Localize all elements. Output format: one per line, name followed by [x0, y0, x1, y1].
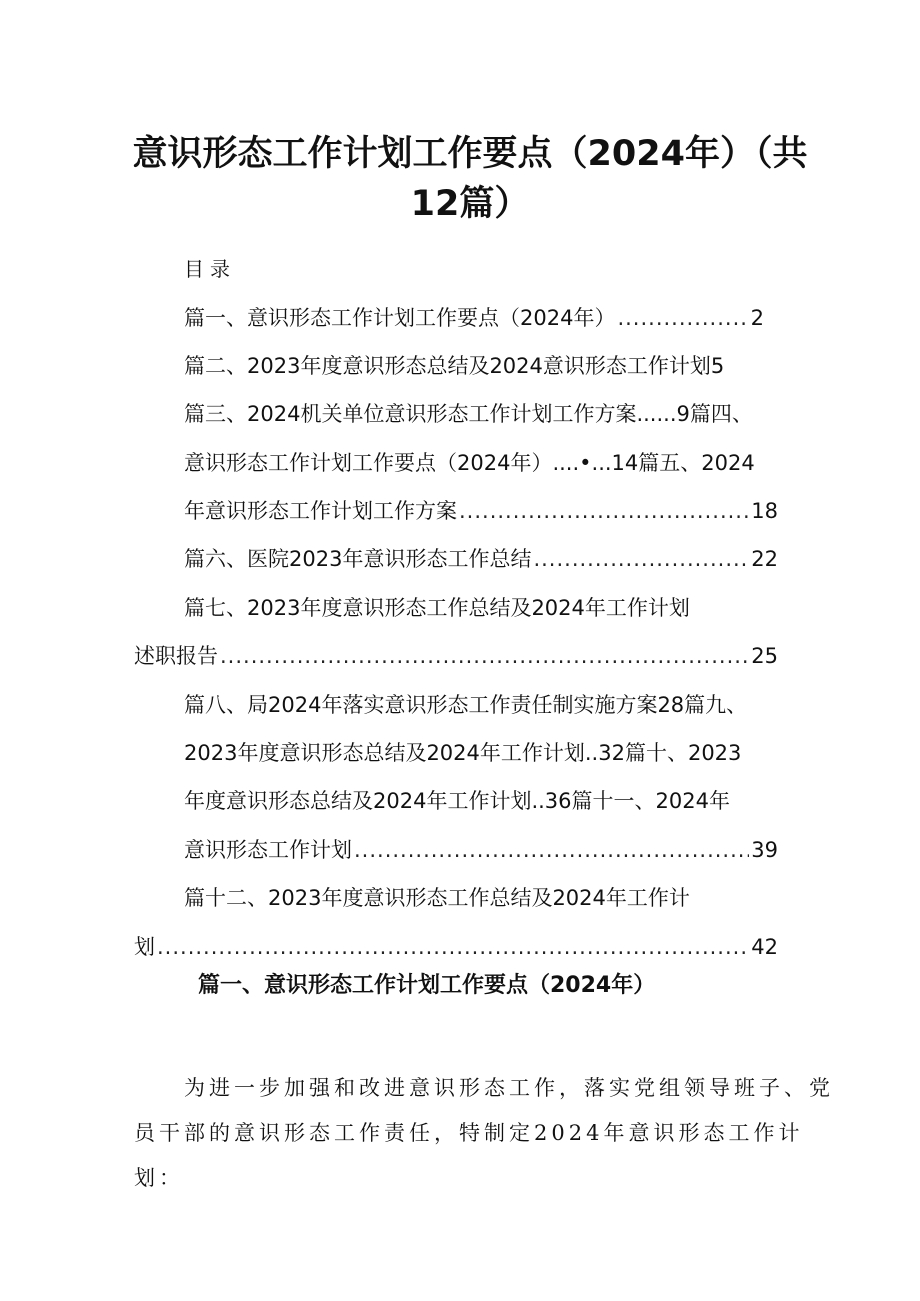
body-paragraph-line-1: 为进一步加强和改进意识形态工作，落实党组领导班子、党	[184, 1076, 834, 1100]
toc-entry-5[interactable]	[184, 496, 778, 526]
toc-entry-text: 年意识形态工作计划工作方案	[184, 499, 457, 523]
body-paragraph-line-3: 划：	[134, 1166, 184, 1190]
toc-entry-10[interactable]: 2023年度意识形态总结及2024年工作计划..32篇十、2023	[184, 741, 742, 765]
toc-entry-text: 篇六、医院2023年意识形态工作总结	[184, 547, 532, 571]
toc-entry-3[interactable]: 篇三、2024机关单位意识形态工作计划工作方案......9篇四、	[184, 402, 753, 426]
toc-entry-4[interactable]: 意识形态工作计划工作要点（2024年）....•...14篇五、2024	[184, 451, 755, 475]
toc-leader-dots	[354, 835, 749, 865]
toc-entry-14[interactable]	[134, 932, 778, 962]
toc-entry-page: 42	[751, 935, 778, 959]
toc-leader-dots	[157, 932, 749, 962]
toc-entry-6[interactable]	[184, 544, 778, 574]
toc-entry-text: 划	[134, 935, 155, 959]
document-title-line-2: 12篇）	[410, 184, 530, 224]
toc-entry-page: 2	[750, 306, 764, 330]
toc-entry-11[interactable]: 年度意识形态总结及2024年工作计划..36篇十一、2024年	[184, 789, 730, 813]
toc-entry-1[interactable]	[184, 303, 764, 333]
toc-entry-9[interactable]: 篇八、局2024年落实意识形态工作责任制实施方案28篇九、	[184, 693, 748, 717]
toc-leader-dots	[617, 303, 748, 333]
section-title: 篇一、意识形态工作计划工作要点（2024年）	[198, 973, 656, 998]
document-title-line-1: 意识形态工作计划工作要点（2024年）（共	[132, 134, 808, 174]
toc-entry-12[interactable]	[184, 835, 778, 865]
toc-leader-dots	[533, 544, 749, 574]
toc-entry-7[interactable]: 篇七、2023年度意识形态工作总结及2024年工作计划	[184, 596, 690, 620]
toc-heading: 目录	[184, 257, 236, 281]
toc-entry-13[interactable]: 篇十二、2023年度意识形态工作总结及2024年工作计	[184, 886, 690, 910]
toc-leader-dots	[459, 496, 749, 526]
toc-entry-text: 述职报告	[134, 644, 218, 668]
toc-entry-text: 篇一、意识形态工作计划工作要点（2024年）	[184, 306, 616, 330]
toc-entry-2[interactable]: 篇二、2023年度意识形态总结及2024意识形态工作计划5	[184, 354, 725, 378]
toc-entry-page: 39	[751, 838, 778, 862]
toc-entry-8[interactable]	[134, 641, 778, 671]
toc-entry-text: 意识形态工作计划	[184, 838, 352, 862]
toc-entry-page: 25	[751, 644, 778, 668]
toc-leader-dots	[220, 641, 749, 671]
toc-entry-page: 18	[751, 499, 778, 523]
toc-entry-page: 22	[751, 547, 778, 571]
body-paragraph-line-2: 员干部的意识形态工作责任，特制定2024年意识形态工作计	[134, 1121, 804, 1145]
